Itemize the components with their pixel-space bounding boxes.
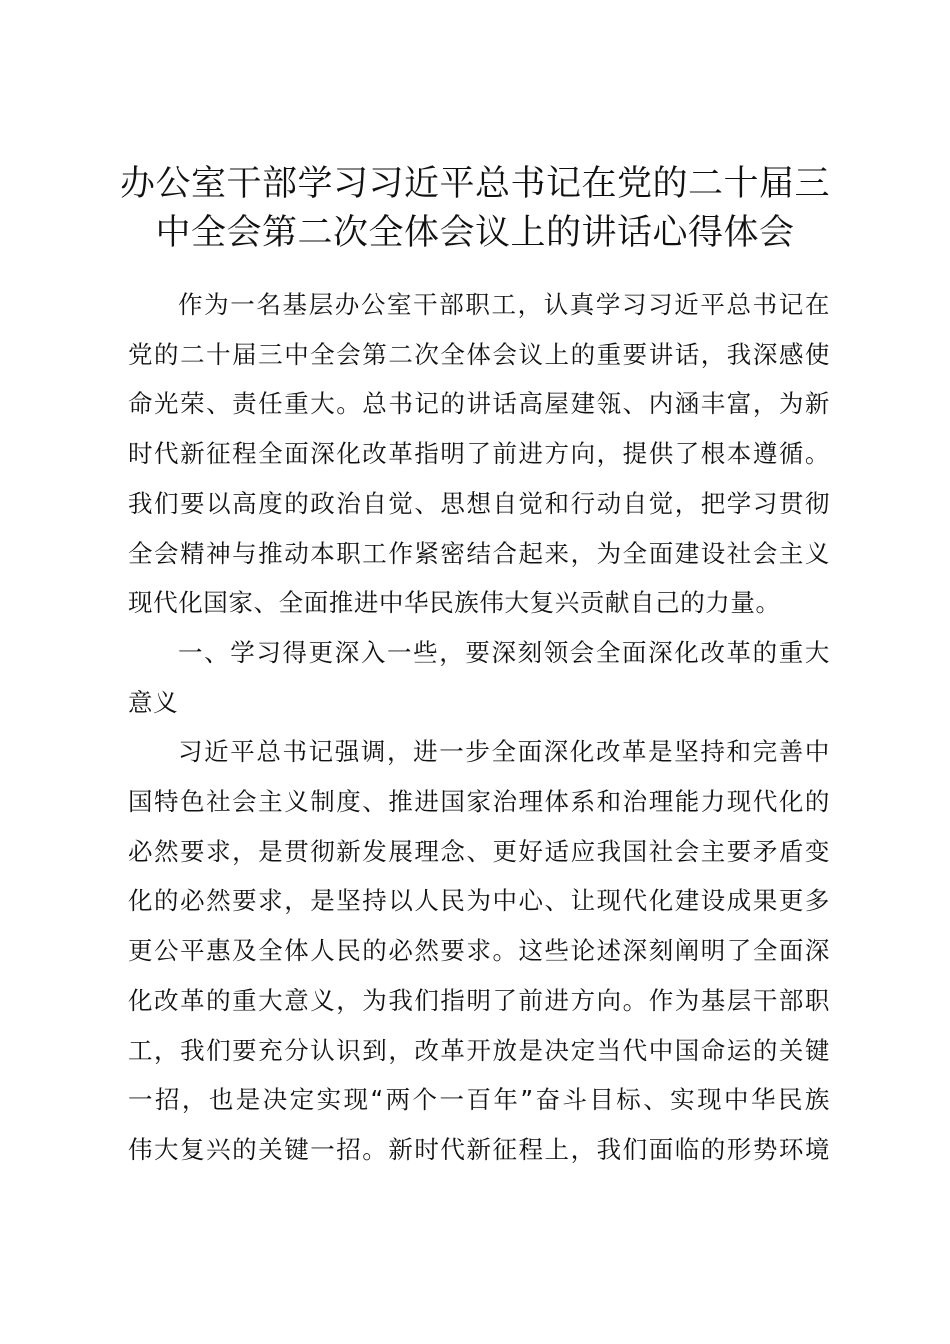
text-line: 我们要以高度的政治自觉、思想自觉和行动自觉，把学习贯彻 — [128, 488, 830, 518]
text-line: 国特色社会主义制度、推进国家治理体系和治理能力现代化的 — [128, 787, 830, 817]
text-line: 化的必然要求，是坚持以人民为中心、让现代化建设成果更多 — [128, 886, 830, 916]
text-line: 作为一名基层办公室干部职工，认真学习习近平总书记在 — [178, 290, 830, 319]
document-title — [110, 160, 840, 258]
text-line: 工，我们要充分认识到，改革开放是决定当代中国命运的关键 — [128, 1035, 830, 1065]
text-line: 必然要求，是贯彻新发展理念、更好适应我国社会主要矛盾变 — [128, 836, 830, 866]
section-heading-1 — [128, 628, 830, 727]
text-line: 时代新征程全面深化改革指明了前进方向，提供了根本遵循。 — [128, 439, 830, 469]
text-line: 更公平惠及全体人民的必然要求。这些论述深刻阐明了全面深 — [128, 936, 830, 966]
title-line: 中全会第二次全体会议上的讲话心得体会 — [155, 213, 795, 253]
text-line: 习近平总书记强调，进一步全面深化改革是坚持和完善中 — [178, 737, 830, 767]
text-line: 意义 — [128, 687, 179, 717]
text-line: 党的二十届三中全会第二次全体会议上的重要讲话，我深感使 — [128, 339, 830, 369]
text-line: 化改革的重大意义，为我们指明了前进方向。作为基层干部职 — [128, 985, 830, 1015]
intro-paragraph — [128, 280, 830, 628]
title-line: 办公室干部学习习近平总书记在党的二十届三 — [119, 164, 830, 204]
document-body — [128, 280, 830, 1175]
section-1-paragraph — [128, 727, 830, 1174]
text-line: 一、学习得更深入一些，要深刻领会全面深化改革的重大 — [178, 637, 830, 667]
text-line: 伟大复兴的关键一招。新时代新征程上，我们面临的形势环境 — [128, 1134, 830, 1164]
text-line: 一招，也是决定实现“两个一百年”奋斗目标、实现中华民族 — [128, 1085, 830, 1115]
text-line: 现代化国家、全面推进中华民族伟大复兴贡献自己的力量。 — [128, 588, 781, 618]
text-line: 命光荣、责任重大。总书记的讲话高屋建瓴、内涵丰富，为新 — [128, 389, 830, 419]
text-line: 全会精神与推动本职工作紧密结合起来，为全面建设社会主义 — [128, 538, 830, 568]
